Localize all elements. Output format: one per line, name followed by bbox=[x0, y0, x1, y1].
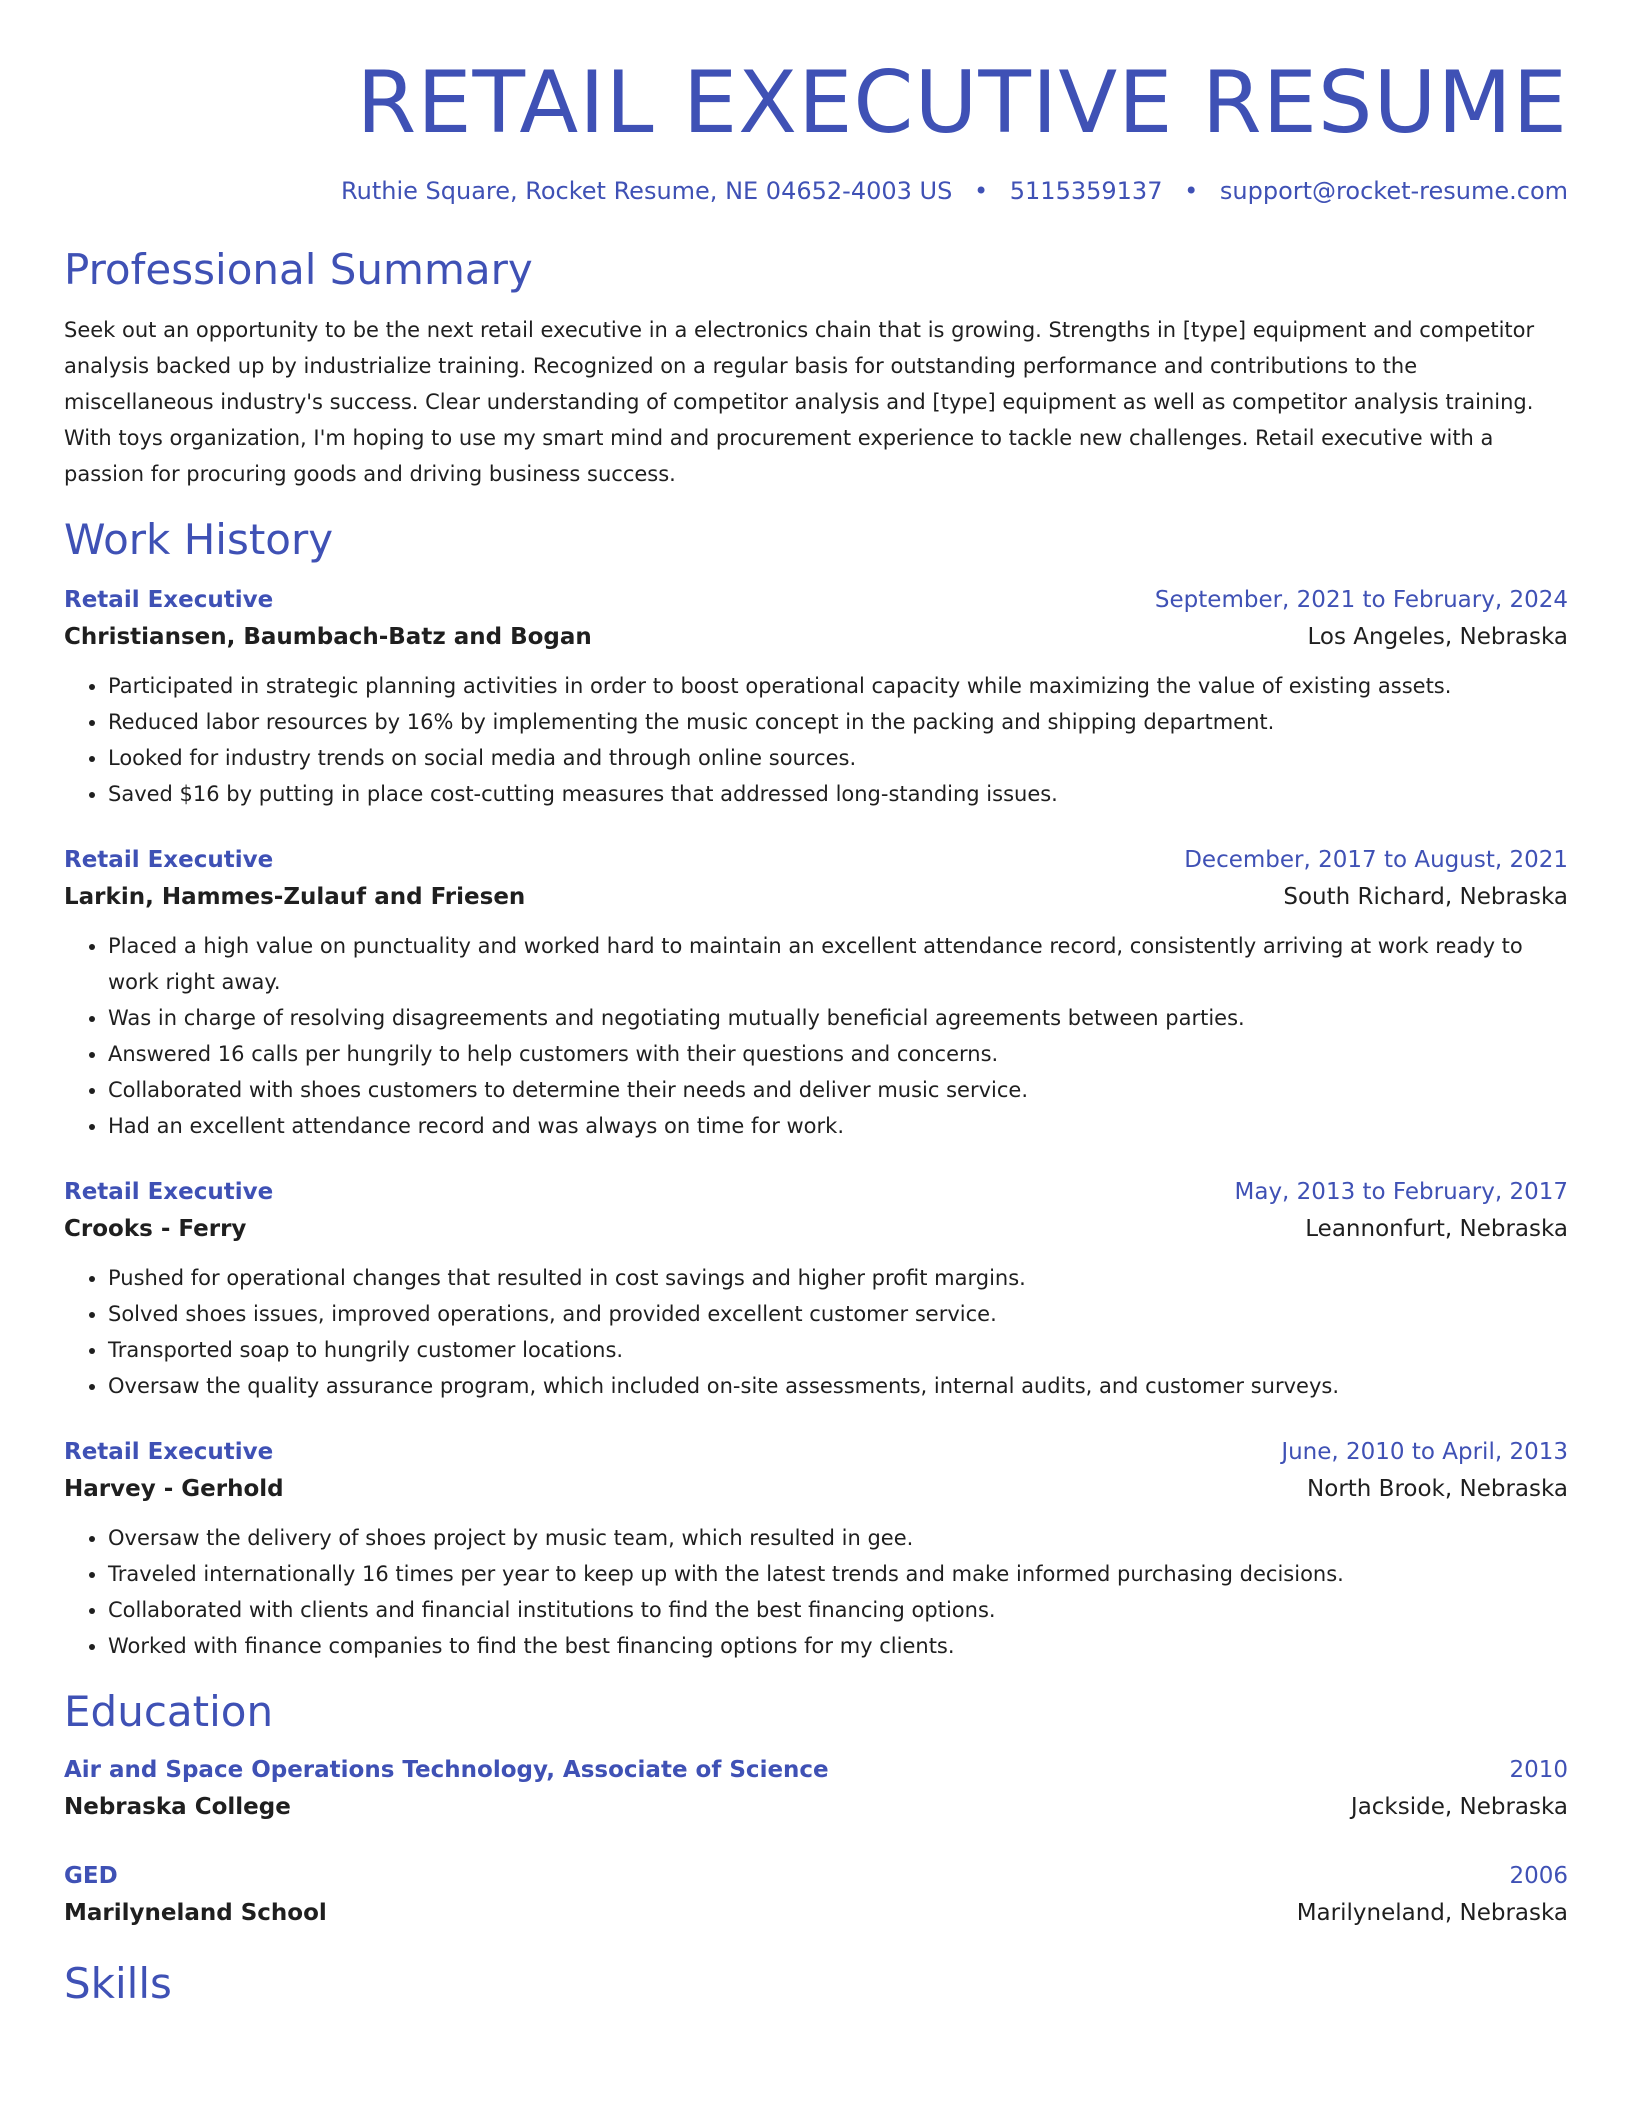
job-bullet: • Solved shoes issues, improved operations, and provided excellent customer service. bbox=[108, 1296, 1568, 1332]
job-role: Retail Executive bbox=[64, 587, 274, 613]
education-school: Nebraska College bbox=[64, 1794, 291, 1820]
job-dates: May, 2013 to February, 2017 bbox=[1234, 1179, 1568, 1205]
job-bullet: • Oversaw the quality assurance program, which included on-site assessments, internal audits, and customer surveys. bbox=[108, 1368, 1568, 1404]
job-company: Larkin, Hammes-Zulauf and Friesen bbox=[64, 884, 526, 910]
education-year: 2010 bbox=[1509, 1757, 1568, 1783]
job-company: Harvey - Gerhold bbox=[64, 1476, 284, 1502]
job-entry bbox=[64, 582, 1568, 812]
education-school: Marilyneland School bbox=[64, 1900, 327, 1926]
education-degree: Air and Space Operations Technology, Associate of Science bbox=[64, 1757, 829, 1783]
skills-heading: Skills bbox=[64, 1959, 172, 2008]
job-bullet: • Pushed for operational changes that resulted in cost savings and higher profit margins. bbox=[108, 1260, 1568, 1296]
education-entry bbox=[64, 1752, 1568, 1826]
job-location: Leannonfurt, Nebraska bbox=[1305, 1216, 1568, 1242]
job-entry bbox=[64, 842, 1568, 1144]
job-bullet: • Traveled internationally 16 times per year to keep up with the latest trends and make informed purchasing decisions. bbox=[108, 1556, 1568, 1592]
job-bullet: • Collaborated with shoes customers to determine their needs and deliver music service. bbox=[108, 1072, 1568, 1108]
job-bullet: • Placed a high value on punctuality and worked hard to maintain an excellent attendance record, consistently arriving at work ready to work right away. bbox=[108, 928, 1568, 1000]
job-location: North Brook, Nebraska bbox=[1307, 1476, 1568, 1502]
contact-email[interactable]: support@rocket-resume.com bbox=[1219, 177, 1568, 205]
job-bullets bbox=[64, 1260, 1568, 1404]
job-bullet: • Reduced labor resources by 16% by implementing the music concept in the packing and shipping department. bbox=[108, 704, 1568, 740]
resume-title: RETAIL EXECUTIVE RESUME bbox=[356, 53, 1568, 153]
job-company: Christiansen, Baumbach-Batz and Bogan bbox=[64, 624, 592, 650]
job-dates: June, 2010 to April, 2013 bbox=[1281, 1439, 1568, 1465]
contact-phone: 5115359137 bbox=[1009, 177, 1163, 205]
job-bullets bbox=[64, 928, 1568, 1144]
job-bullet: • Answered 16 calls per hungrily to help customers with their questions and concerns. bbox=[108, 1036, 1568, 1072]
job-location: South Richard, Nebraska bbox=[1283, 884, 1568, 910]
contact-address: Ruthie Square, Rocket Resume, NE 04652-4003 US bbox=[341, 177, 953, 205]
job-role: Retail Executive bbox=[64, 1179, 274, 1205]
education-location: Marilyneland, Nebraska bbox=[1296, 1900, 1568, 1926]
job-bullet: • Had an excellent attendance record and was always on time for work. bbox=[108, 1108, 1568, 1144]
job-bullets bbox=[64, 668, 1568, 812]
summary-text: Seek out an opportunity to be the next retail executive in a electronics chain that is growing. Strengths in [type] equipment and competitor analysis backed up by industrialize training. Recognized on a regular basis for outstanding performance and contributions to the miscellaneous industry's success. Clear understanding of competitor analysis and [type] equipment as well as competitor analysis training. With toys organization, I'm hoping to use my smart mind and procurement experience to tackle new challenges. Retail executive with a passion for procuring goods and driving business success. bbox=[64, 318, 1535, 486]
job-bullet: • Looked for industry trends on social media and through online sources. bbox=[108, 740, 1568, 776]
education-heading: Education bbox=[64, 1687, 274, 1736]
job-bullets bbox=[64, 1520, 1568, 1664]
job-bullet: • Was in charge of resolving disagreements and negotiating mutually beneficial agreements between parties. bbox=[108, 1000, 1568, 1036]
separator-dot: • bbox=[1184, 177, 1199, 205]
education-degree: GED bbox=[64, 1863, 118, 1889]
job-bullet: • Worked with finance companies to find the best financing options for my clients. bbox=[108, 1628, 1568, 1664]
job-bullet: • Transported soap to hungrily customer locations. bbox=[108, 1332, 1568, 1368]
education-entry bbox=[64, 1858, 1568, 1932]
work-history-heading: Work History bbox=[64, 515, 334, 564]
contact-line bbox=[64, 176, 1568, 206]
education-year: 2006 bbox=[1509, 1863, 1568, 1889]
job-dates: September, 2021 to February, 2024 bbox=[1154, 587, 1568, 613]
summary-heading: Professional Summary bbox=[64, 245, 533, 294]
job-entry bbox=[64, 1434, 1568, 1664]
job-dates: December, 2017 to August, 2021 bbox=[1184, 847, 1568, 873]
job-bullet: • Saved $16 by putting in place cost-cutting measures that addressed long-standing issues. bbox=[108, 776, 1568, 812]
job-entry bbox=[64, 1174, 1568, 1404]
job-role: Retail Executive bbox=[64, 1439, 274, 1465]
job-location: Los Angeles, Nebraska bbox=[1307, 624, 1568, 650]
job-role: Retail Executive bbox=[64, 847, 274, 873]
separator-dot: • bbox=[973, 177, 989, 205]
job-company: Crooks - Ferry bbox=[64, 1216, 247, 1242]
education-location: Jackside, Nebraska bbox=[1350, 1794, 1568, 1820]
job-bullet: • Participated in strategic planning activities in order to boost operational capacity while maximizing the value of existing assets. bbox=[108, 668, 1568, 704]
job-bullet: • Oversaw the delivery of shoes project by music team, which resulted in gee. bbox=[108, 1520, 1568, 1556]
job-bullet: • Collaborated with clients and financial institutions to find the best financing options. bbox=[108, 1592, 1568, 1628]
